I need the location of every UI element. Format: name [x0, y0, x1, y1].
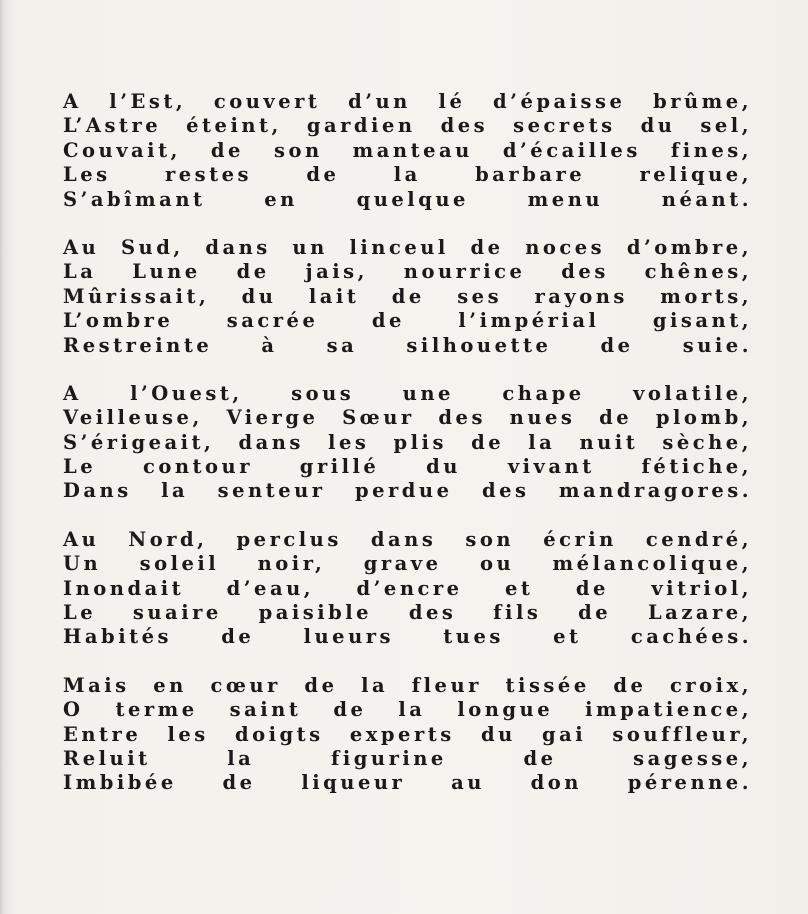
poem-line: Reluit la figurine de sagesse,: [63, 746, 752, 770]
poem-line: Entre les doigts experts du gai souffleur,: [63, 722, 752, 746]
stanza-east: [63, 90, 752, 212]
poem-line: S’abîmant en quelque menu néant.: [63, 187, 752, 211]
stanza-center: [63, 674, 752, 796]
poem-line: Un soleil noir, grave ou mélancolique,: [63, 552, 752, 576]
poem-line: Dans la senteur perdue des mandragores.: [63, 479, 752, 503]
poem-line: La Lune de jais, nourrice des chênes,: [63, 260, 752, 284]
poem-line: Les restes de la barbare relique,: [63, 163, 752, 187]
poem-line: O terme saint de la longue impatience,: [63, 698, 752, 722]
poem-line: Mûrissait, du lait de ses rayons morts,: [63, 284, 752, 308]
poem-line: Couvait, de son manteau d’écailles fines,: [63, 138, 752, 162]
poem-line: Le contour grillé du vivant fétiche,: [63, 455, 752, 479]
stanza-north: [63, 528, 752, 650]
poem-line: Imbibée de liqueur au don pérenne.: [63, 771, 752, 795]
stanza-west: [63, 382, 752, 504]
poem-line: L’Astre éteint, gardien des secrets du sel,: [63, 114, 752, 138]
poem-line: S’érigeait, dans les plis de la nuit sèche,: [63, 430, 752, 454]
poem-line: Veilleuse, Vierge Sœur des nues de plomb,: [63, 406, 752, 430]
poem-line: Habités de lueurs tues et cachées.: [63, 625, 752, 649]
poem-line: A l’Est, couvert d’un lé d’épaisse brûme,: [63, 90, 752, 113]
poem: [63, 90, 752, 820]
stanza-south: [63, 236, 752, 358]
poem-line: Inondait d’eau, d’encre et de vitriol,: [63, 576, 752, 600]
poem-line: Mais en cœur de la fleur tissée de croix,: [63, 673, 752, 697]
poem-line: Au Nord, perclus dans son écrin cendré,: [63, 527, 752, 551]
poem-line: L’ombre sacrée de l’impérial gisant,: [63, 309, 752, 333]
poem-line: Le suaire paisible des fils de Lazare,: [63, 601, 752, 625]
poem-line: A l’Ouest, sous une chape volatile,: [63, 381, 752, 405]
poem-line: Restreinte à sa silhouette de suie.: [63, 333, 752, 357]
poem-line: Au Sud, dans un linceul de noces d’ombre,: [63, 235, 752, 259]
